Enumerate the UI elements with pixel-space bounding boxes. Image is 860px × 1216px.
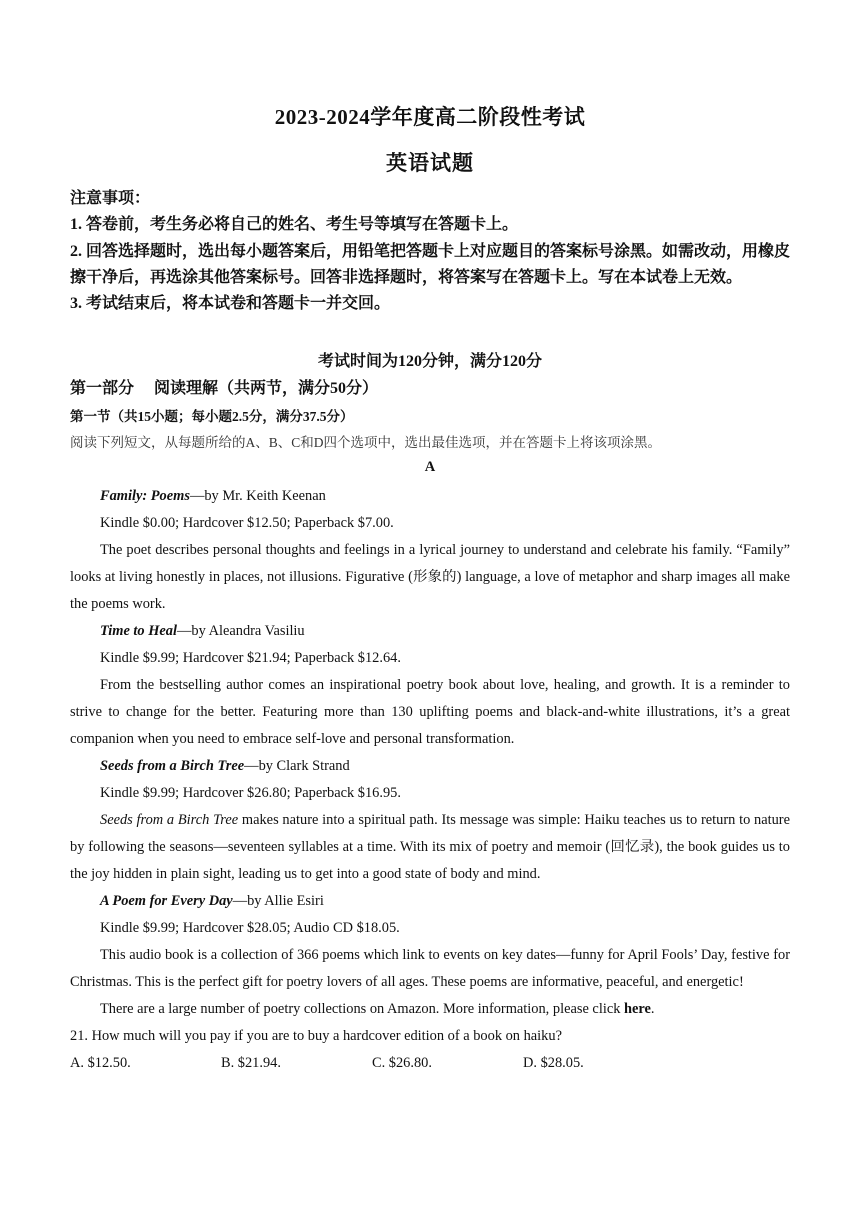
book-description: From the bestselling author comes an inspirational poetry book about love, healing, and growth. It is a reminder to strive to change for the better. Featuring more than 130 uplifting poems and black-and-white illustrations, it’s a great companion when you need to embrace self-love and personal transformation. bbox=[70, 677, 790, 747]
note-item: 2. 回答选择题时，选出每小题答案后，用铅笔把答题卡上对应题目的答案标号涂黑。如需改动，用橡皮擦干净后，再选涂其他答案标号。回答非选择题时，将答案写在答题卡上。写在本试卷上无效。 bbox=[70, 242, 791, 286]
note-item: 3. 考试结束后，将本试卷和答题卡一并交回。 bbox=[70, 295, 391, 313]
book-title-inline: Seeds from a Birch Tree bbox=[100, 812, 239, 828]
book-title-line bbox=[70, 483, 790, 510]
section-heading: 第一节（共15小题；每小题2.5分，满分37.5分） bbox=[70, 409, 354, 424]
book-prices: Kindle $0.00; Hardcover $12.50; Paperback $7.00. bbox=[100, 515, 394, 531]
more-info-text: There are a large number of poetry collections on Amazon. More information, please click bbox=[100, 1001, 624, 1017]
more-info-line bbox=[70, 996, 790, 1023]
book-title: A Poem for Every Day bbox=[100, 893, 233, 909]
part-heading bbox=[70, 375, 378, 398]
notes-heading: 注意事项： bbox=[70, 190, 151, 207]
section-instruction: 阅读下列短文，从每题所给的A、B、C和D四个选项中，选出最佳选项，并在答题卡上将该项涂黑。 bbox=[70, 435, 662, 450]
book-title: Time to Heal bbox=[100, 623, 177, 639]
exam-notes bbox=[70, 186, 790, 317]
book-title: Family: Poems bbox=[100, 488, 190, 504]
question-stem: 21. How much will you pay if you are to buy a hardcover edition of a book on haiku? bbox=[70, 1028, 562, 1044]
book-description: The poet describes personal thoughts and feelings in a lyrical journey to understand and celebrate his family. “Family” looks at living honestly in places, not illusions. Figurative (形象的) language, a love of metaphor and sharp images all make the poems work. bbox=[70, 542, 790, 612]
book-author: —by Mr. Keith Keenan bbox=[189, 488, 326, 504]
exam-subtitle: 英语试题 bbox=[386, 151, 474, 175]
option-a: A. $12.50. bbox=[70, 1055, 131, 1071]
book-title: Seeds from a Birch Tree bbox=[100, 758, 245, 774]
exam-title: 2023-2024学年度高二阶段性考试 bbox=[274, 105, 586, 129]
option-c: C. $26.80. bbox=[372, 1055, 432, 1071]
book-author: —by Aleandra Vasiliu bbox=[177, 623, 305, 639]
book-description: This audio book is a collection of 366 poems which link to events on key dates—funny for April Fools’ Day, festive for Christmas. This is the perfect gift for poetry lovers of all ages. These poems are informative, peaceful, and energetic! bbox=[70, 947, 790, 990]
book-description bbox=[70, 807, 790, 888]
book-prices: Kindle $9.99; Hardcover $26.80; Paperback $16.95. bbox=[100, 785, 401, 801]
book-author: —by Clark Strand bbox=[244, 758, 350, 774]
passage-label: A bbox=[424, 459, 436, 475]
book-title-line bbox=[70, 888, 790, 915]
option-b: B. $21.94. bbox=[221, 1055, 281, 1071]
book-prices: Kindle $9.99; Hardcover $28.05; Audio CD $18.05. bbox=[100, 920, 400, 936]
book-prices: Kindle $9.99; Hardcover $21.94; Paperback $12.64. bbox=[100, 650, 401, 666]
note-item: 1. 答卷前，考生务必将自己的姓名、考生号等填写在答题卡上。 bbox=[70, 216, 519, 234]
here-link[interactable]: here bbox=[624, 1001, 651, 1017]
book-description-text: makes nature into a spiritual path. Its message was simple: Haiku teaches us to return to nature by following the seasons—seventeen syllables at a time. With its mix of poetry and memoir (回忆录), the book guides us to the joy hidden in plain sight, leading us to get into a good state of body and mind. bbox=[70, 812, 790, 882]
book-title-line bbox=[70, 753, 790, 780]
question-options bbox=[70, 1050, 790, 1077]
part-heading-number: 第一部分 bbox=[70, 380, 135, 397]
option-d: D. $28.05. bbox=[523, 1055, 584, 1071]
part-heading-text: 阅读理解（共两节，满分50分） bbox=[154, 380, 379, 397]
exam-time-line: 考试时间为120分钟，满分120分 bbox=[317, 353, 542, 370]
more-info-suffix: . bbox=[650, 1001, 655, 1017]
book-author: —by Allie Esiri bbox=[232, 893, 324, 909]
book-title-line bbox=[70, 618, 790, 645]
passage-body bbox=[70, 483, 790, 1077]
